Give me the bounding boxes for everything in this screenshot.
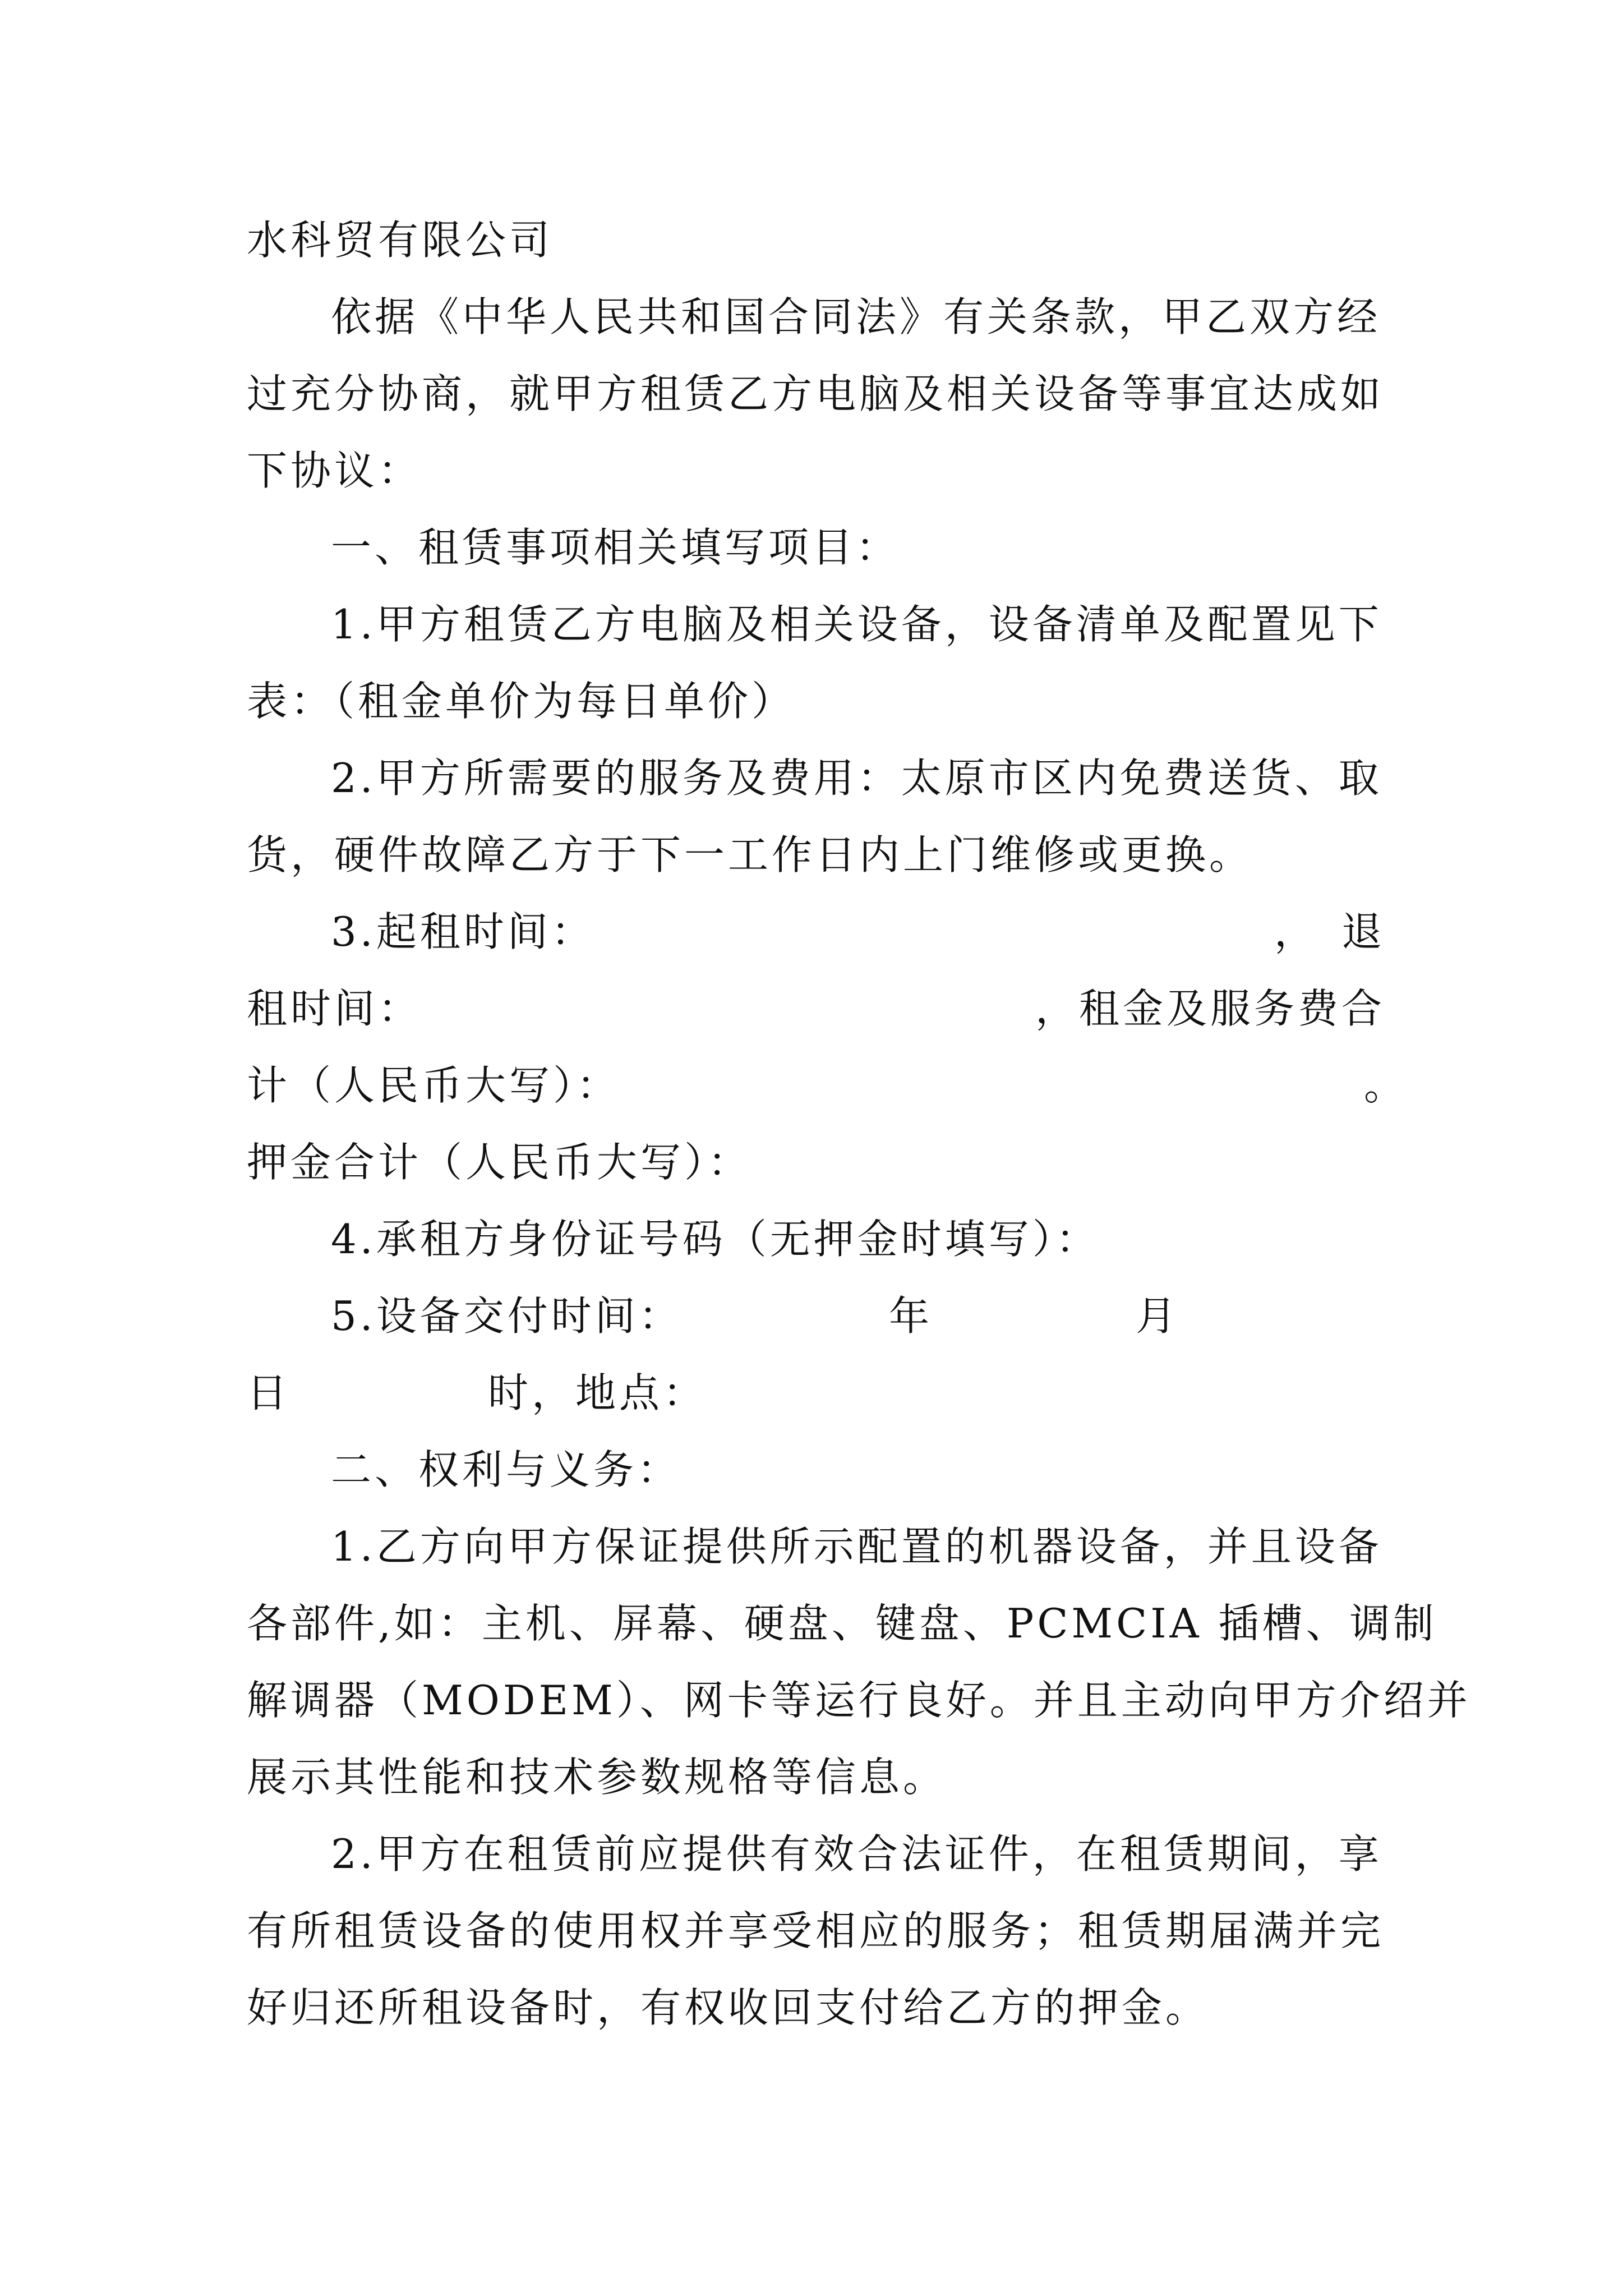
text-line: 各部件,如：主机、屏幕、硬盘、键盘、PCMCIA 插槽、调制 [247, 1600, 1437, 1647]
rental-end-label: 租时间： [247, 985, 422, 1032]
hour-place-label: 时，地点： [488, 1369, 707, 1416]
contract-body [247, 202, 1471, 2046]
rental-end-line [247, 970, 1385, 1047]
text-line: 货，硬件故障乙方于下一工作日内上门维修或更换。 [247, 831, 1253, 878]
day-label: 日 [247, 1369, 291, 1416]
text-line: 1.乙方向甲方保证提供所示配置的机器设备，并且设备 [331, 1523, 1382, 1570]
section-heading: 二、权利与义务： [331, 1446, 681, 1493]
id-number-line: 4.承租方身份证号码（无押金时填写）： [331, 1216, 1100, 1263]
period-mark: 。 [1363, 1062, 1408, 1109]
text-line: 展示其性能和技术参数规格等信息。 [247, 1754, 947, 1801]
rent-total-line [247, 1047, 1408, 1124]
delivery-place-line [247, 1355, 1385, 1432]
text-line: 有所租赁设备的使用权并享受相应的服务；租赁期届满并完 [247, 1907, 1385, 1954]
year-label: 年 [889, 1292, 933, 1340]
rental-start-line [247, 894, 1385, 970]
delivery-time-line [247, 1278, 1385, 1355]
text-line: 水科贸有限公司 [247, 217, 554, 264]
rental-end-label-start: ， 退 [1274, 908, 1385, 955]
delivery-time-label: 5.设备交付时间： [331, 1292, 683, 1340]
text-line: 依据《中华人民共和国合同法》有关条款，甲乙双方经 [331, 293, 1381, 341]
text-line: 解调器（MODEM）、网卡等运行良好。并且主动向甲方介绍并 [247, 1677, 1471, 1724]
month-label: 月 [1136, 1292, 1180, 1340]
deposit-line: 押金合计（人民币大写）： [247, 1139, 752, 1186]
section-heading: 一、租赁事项相关填写项目： [331, 524, 900, 571]
rental-start-label: 3.起租时间： [331, 908, 595, 955]
text-line: 2.甲方所需要的服务及费用：太原市区内免费送货、取 [331, 754, 1382, 802]
text-line: 过充分协商，就甲方租赁乙方电脑及相关设备等事宜达成如 [247, 370, 1385, 417]
text-line: 下协议： [247, 447, 422, 494]
text-line: 好归还所租设备时，有权收回支付给乙方的押金。 [247, 1984, 1210, 2031]
text-line: 2.甲方在租赁前应提供有效合法证件，在租赁期间，享 [331, 1830, 1382, 1878]
text-line: 1.甲方租赁乙方电脑及相关设备，设备清单及配置见下 [331, 601, 1382, 648]
rent-total-amount-label: 计（人民币大写）： [247, 1062, 621, 1109]
text-line: 表：（租金单价为每日单价） [247, 678, 796, 725]
rent-total-label: ，租金及服务费合 [1035, 985, 1385, 1032]
